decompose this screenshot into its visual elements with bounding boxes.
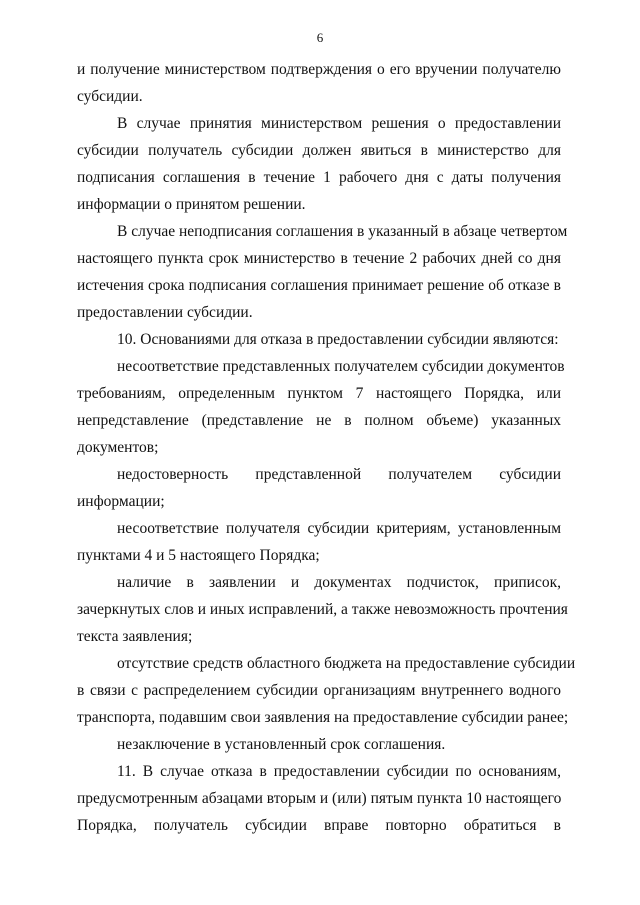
paragraph-line: несоответствие представленных получателем субсидии документов — [117, 358, 565, 375]
paragraph-line: и получение министерством подтверждения о его вручении получателю — [77, 61, 561, 78]
paragraph-line: информации о принятом решении. — [77, 196, 306, 213]
paragraph — [77, 758, 561, 839]
paragraph-line: субсидии получатель субсидии должен явиться в министерство для — [77, 142, 561, 159]
paragraph-line: отсутствие средств областного бюджета на предоставление субсидии — [117, 655, 576, 672]
paragraph-line: зачеркнутых слов и иных исправлений, а также невозможность прочтения — [77, 601, 568, 618]
paragraph-line: текста заявления; — [77, 628, 193, 645]
document-body — [77, 56, 576, 839]
paragraph-line: 10. Основаниями для отказа в предоставлении субсидии являются: — [117, 331, 559, 348]
paragraph — [77, 569, 568, 650]
paragraph-line: субсидии. — [77, 88, 143, 105]
paragraph-line: предусмотренным абзацами вторым и (или) пятым пункта 10 настоящего — [77, 790, 562, 807]
paragraph-line: требованиям, определенным пунктом 7 настоящего Порядка, или — [77, 385, 561, 402]
paragraph-line: непредставление (представление не в полном объеме) указанных — [77, 412, 561, 429]
paragraph-line: документов; — [77, 439, 159, 456]
paragraph-line: предоставлении субсидии. — [77, 304, 253, 321]
paragraph-line: несоответствие получателя субсидии критериям, установленным — [117, 520, 561, 537]
paragraph — [77, 56, 561, 110]
paragraph-line: наличие в заявлении и документах подчисток, приписок, — [117, 574, 561, 591]
paragraph-line: незаключение в установленный срок соглашения. — [117, 736, 446, 753]
paragraph-line: В случае неподписания соглашения в указанный в абзаце четвертом — [117, 223, 568, 240]
paragraph-line: настоящего пункта срок министерство в течение 2 рабочих дней со дня — [77, 250, 561, 267]
paragraph — [77, 461, 561, 515]
paragraph-line: информации; — [77, 493, 165, 510]
paragraph-line: в связи с распределением субсидии организациям внутреннего водного — [77, 682, 561, 699]
paragraph-line: истечения срока подписания соглашения принимает решение об отказе в — [77, 277, 561, 294]
paragraph — [77, 110, 561, 218]
paragraph-line: пунктами 4 и 5 настоящего Порядка; — [77, 547, 320, 564]
paragraph-line: 11. В случае отказа в предоставлении субсидии по основаниям, — [117, 763, 561, 780]
paragraph — [77, 353, 565, 461]
paragraph — [77, 650, 576, 731]
paragraph — [77, 326, 561, 353]
paragraph-line: подписания соглашения в течение 1 рабочего дня с даты получения — [77, 169, 561, 186]
paragraph-line: недостоверность представленной получателем субсидии — [117, 466, 561, 483]
paragraph-line: транспорта, подавшим свои заявления на предоставление субсидии ранее; — [77, 709, 569, 726]
paragraph-line: Порядка, получатель субсидии вправе повторно обратиться в — [77, 817, 561, 834]
page-number: 6 — [316, 30, 324, 45]
paragraph — [77, 515, 561, 569]
paragraph — [77, 218, 568, 326]
paragraph — [77, 731, 561, 758]
paragraph-line: В случае принятия министерством решения о предоставлении — [117, 115, 561, 132]
